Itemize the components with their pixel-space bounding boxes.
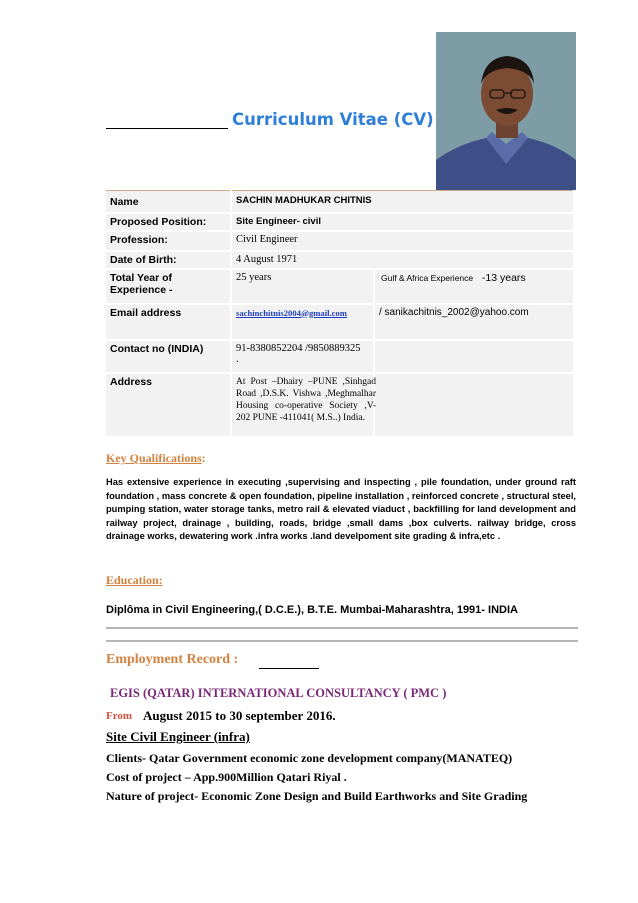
contact-cell bbox=[231, 340, 374, 373]
profession-value: Civil Engineer bbox=[231, 231, 574, 251]
company-name: EGIS (QATAR) INTERNATIONAL CONSULTANCY ( PMC ) bbox=[110, 686, 447, 700]
profile-photo-image bbox=[436, 32, 576, 190]
divider bbox=[106, 640, 578, 642]
employment-heading-underline bbox=[259, 668, 319, 669]
clients-line: Clients- Qatar Government economic zone development company(MANATEQ) bbox=[106, 751, 513, 765]
table-row bbox=[106, 231, 574, 251]
gulf-experience-value: -13 years bbox=[481, 271, 526, 284]
education-heading: Education: bbox=[106, 573, 163, 587]
key-qualifications-heading bbox=[106, 451, 206, 466]
table-row bbox=[106, 251, 574, 269]
job-title: Site Civil Engineer (infra) bbox=[106, 729, 250, 744]
gulf-experience-label: Gulf & Africa Experience bbox=[381, 272, 474, 283]
dob-label: Date of Birth: bbox=[106, 251, 231, 269]
page-title: Curriculum Vitae (CV) bbox=[232, 110, 434, 129]
table-row bbox=[106, 304, 574, 340]
table-row bbox=[106, 340, 574, 373]
dob-value: 4 August 1971 bbox=[231, 251, 574, 269]
cost-line: Cost of project – App.900Million Qatari Riyal . bbox=[106, 770, 347, 784]
key-qualifications-colon: : bbox=[201, 451, 206, 465]
experience-label: Total Year of Experience - bbox=[106, 269, 231, 304]
personal-details-table bbox=[106, 190, 575, 438]
profession-label: Profession: bbox=[106, 231, 231, 251]
name-value: SACHIN MADHUKAR CHITNIS bbox=[231, 191, 574, 213]
address-value: At Post –Dhairy –PUNE ,Sinhgad Road ,D.S.K. Vishwa ,Meghmalhar Housing co-operative Society ,V-202 PUNE -411041( M.S..) India. bbox=[236, 376, 376, 423]
nature-line: Nature of project- Economic Zone Design and Build Earthworks and Site Grading bbox=[106, 789, 528, 803]
email-primary-link[interactable]: sachinchitnis2004@gmail.com bbox=[236, 307, 347, 318]
gulf-experience bbox=[374, 269, 574, 304]
key-qualifications-title: Key Qualifications bbox=[106, 451, 202, 465]
table-row bbox=[106, 269, 574, 304]
employment-heading: Employment Record : bbox=[106, 652, 239, 667]
education-line: Diplôma in Civil Engineering,( D.C.E.), B.T.E. Mumbai-Maharashtra, 1991- INDIA bbox=[106, 604, 518, 616]
employment-dates: August 2015 to 30 september 2016. bbox=[143, 708, 336, 723]
table-row bbox=[106, 373, 574, 437]
divider bbox=[106, 627, 578, 629]
experience-value: 25 years bbox=[231, 269, 374, 304]
address-cell bbox=[231, 373, 374, 437]
contact-value: 91-8380852204 /9850889325 bbox=[236, 342, 361, 354]
from-label: From bbox=[106, 710, 133, 722]
position-label: Proposed Position: bbox=[106, 213, 231, 231]
email-secondary: / sanikachitnis_2002@yahoo.com bbox=[374, 304, 574, 340]
address-label: Address bbox=[106, 373, 231, 437]
table-row bbox=[106, 191, 574, 213]
key-qualifications-text: Has extensive experience in executing ,supervising and inspecting , pile foundation, under ground raft foundation , mass concrete & open foundation, pipeline installation , reinforced concrete , structural steel, pumping station, water storage tanks, metro rail & elevated viaduct , backfilling for land development and railway project, drainage , building, roads, bridge ,small dams ,box culverts. railway bridge, cross drainage works, dewatering work .infra works .land develpoment site grading & infra,etc . bbox=[106, 477, 576, 541]
profile-photo bbox=[436, 32, 576, 190]
email-label: Email address bbox=[106, 304, 231, 340]
empty-cell bbox=[374, 340, 574, 373]
title-underline bbox=[106, 128, 228, 129]
contact-extra: . bbox=[236, 353, 239, 365]
table-row bbox=[106, 213, 574, 231]
contact-label: Contact no (INDIA) bbox=[106, 340, 231, 373]
name-label: Name bbox=[106, 191, 231, 213]
empty-cell bbox=[374, 373, 574, 437]
position-value: Site Engineer- civil bbox=[231, 213, 574, 231]
email-primary-cell bbox=[231, 304, 374, 340]
